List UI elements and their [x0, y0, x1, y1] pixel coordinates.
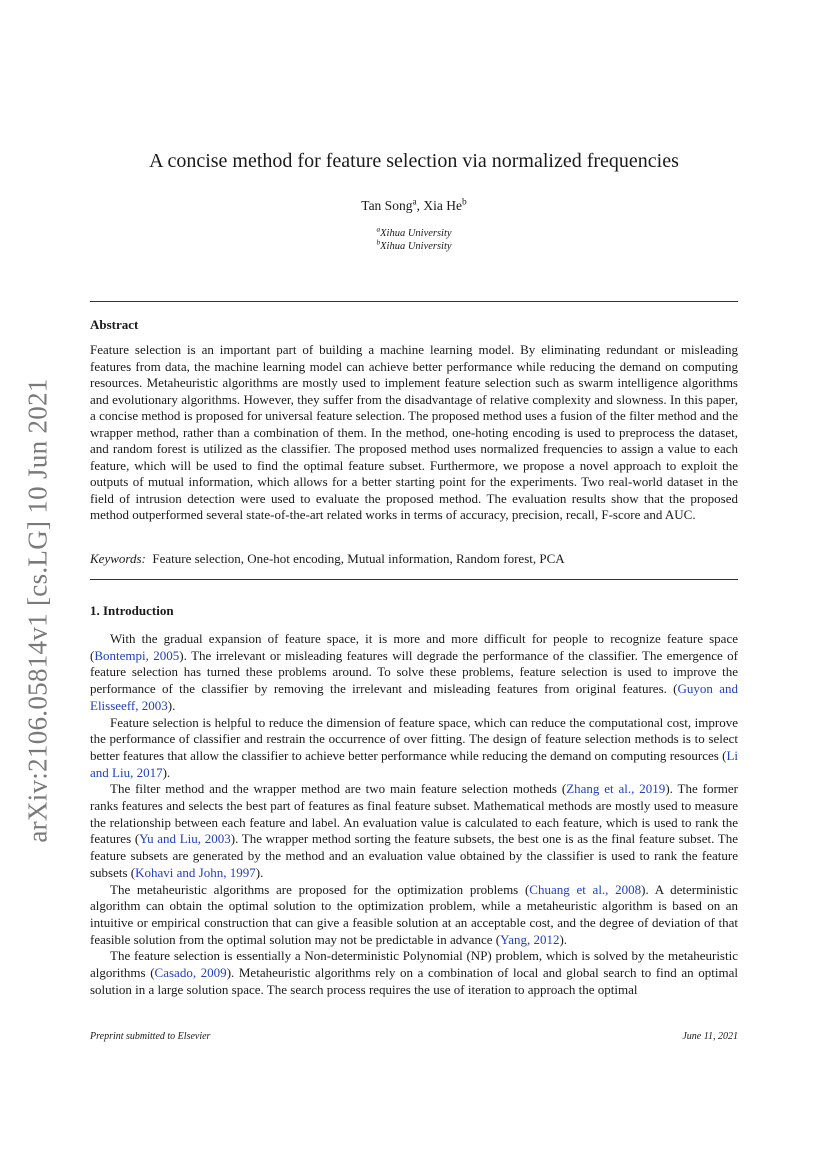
- arxiv-identifier-sidebar: [8, 360, 68, 860]
- author-line: [90, 198, 738, 214]
- author-affil-marker: b: [462, 197, 467, 208]
- paragraph-text: ). The former ranks features and selects the best part of features as final feature subset. Mathematical methods are mostly used to measure the relationship between each feature and label. An evaluation value is calculated to each feature, which is used to rank the features (: [90, 781, 738, 847]
- keywords-text: Feature selection, One-hot encoding, Mutual information, Random forest, PCA: [152, 551, 565, 566]
- paragraph-text: ).: [559, 931, 568, 947]
- affiliation-item: [90, 237, 738, 253]
- introduction-body: [90, 631, 738, 998]
- paragraph: [90, 882, 738, 949]
- citation-link[interactable]: Chuang et al., 2008: [529, 881, 642, 897]
- paper-title: A concise method for feature selection via normalized frequencies: [149, 150, 679, 172]
- abstract-text: Feature selection is an important part of building a machine learning model. By eliminating redundant or misleading features from data, the machine learning model can achieve better performance while reducing the demand on computing resources. Metaheuristic algorithms are mostly used to implement feature selection such as swarm intelligence algorithms and evolutionary algorithms. However, they suffer from the disadvantage of relative complexity and slowness. In this paper, a concise method is proposed for universal feature selection. The proposed method uses a fusion of the filter method and the wrapper method, rather than a combination of them. In the method, one-hoting encoding is used to preprocess the dataset, and random forest is utilized as the classifier. The proposed method uses normalized frequencies to assign a value to each feature, which will be used to find the optimal feature subset. Furthermore, we propose a novel approach to exploit the outputs of mutual information, which allows for a better starting point for the experiments. Two real-world dataset in the field of intrusion detection were used to evaluate the proposed method. The evaluation results show that the proposed method outperformed several state-of-the-art related works in terms of accuracy, precision, recall, F-score and AUC.: [90, 342, 738, 522]
- paragraph: [90, 781, 738, 881]
- footer-date: June 11, 2021: [682, 1031, 738, 1042]
- author-name: Tan Song: [361, 198, 413, 213]
- paragraph-text: ). The irrelevant or misleading features will degrade the performance of the classifier. The emergence of feature selection has turned these problems around. To solve these problems, feature selection is used to improve the performance of the classifier by removing the irrelevant and misleading features from original features. (: [90, 647, 738, 697]
- arxiv-identifier: arXiv:2106.05814v1 [cs.LG] 10 Jun 2021: [22, 377, 53, 843]
- paragraph: [90, 948, 738, 998]
- paragraph-text: ). Metaheuristic algorithms rely on a combination of local and global search to find an optimal solution in a large solution space. The search process requires the use of iteration to approach the optimal: [90, 965, 738, 997]
- paragraph-text: With the gradual expansion of feature space, it is more and more difficult for people to recognize feature space (: [90, 631, 738, 663]
- affiliations: [90, 224, 738, 253]
- affiliation-name: Xihua University: [380, 241, 452, 252]
- paragraph-text: ).: [162, 764, 171, 780]
- paragraph-text: ).: [255, 864, 264, 880]
- author-name: Xia He: [423, 198, 463, 213]
- citation-link[interactable]: Kohavi and John, 1997: [135, 864, 256, 880]
- footer-preprint-note: Preprint submitted to Elsevier: [90, 1031, 211, 1042]
- section-heading-introduction: 1. Introduction: [90, 603, 174, 618]
- paragraph: [90, 631, 738, 715]
- paragraph-text: The feature selection is essentially a Non-deterministic Polynomial (NP) problem, which is solved by the metaheuristic algorithms (: [90, 948, 738, 981]
- paragraph-text: Feature selection is helpful to reduce the dimension of feature space, which can reduce the computational cost, improve the performance of classifier and restrain the occurrence of over fitting. The design of feature selection methods is to select better features that allow the classifier to achieve better performance while reducing the demand on computing resources (: [90, 714, 738, 763]
- affiliation-marker: b: [376, 237, 381, 247]
- keywords-label: Keywords:: [90, 551, 146, 566]
- paragraph-text: ). The wrapper method sorting the feature subsets, the best one is as the final feature subset. The feature subsets are generated by the method and an evaluation value obtained by the classifier is used to rank the feature subsets (: [90, 831, 738, 880]
- citation-link[interactable]: Yu and Liu, 2003: [139, 831, 231, 847]
- citation-link[interactable]: Guyon and Elisseeff, 2003: [90, 681, 738, 713]
- paragraph: [90, 715, 738, 782]
- paragraph-text: The filter method and the wrapper method are two main feature selection motheds (: [110, 781, 567, 797]
- paragraph-text: The metaheuristic algorithms are proposed for the optimization problems (: [110, 881, 530, 897]
- keywords-line: [90, 551, 738, 567]
- paragraph-text: ). A deterministic algorithm can obtain the optimal solution to the optimization problem, while a metaheuristic algorithm is based on an intuitive or empirical construction that can give a feasible solution at an acceptable cost, and the degree of deviation of that feasible solution from the optimal solution may not be predictable in advance (: [90, 881, 738, 947]
- citation-link[interactable]: Zhang et al., 2019: [566, 781, 666, 797]
- affiliation-marker: a: [376, 224, 381, 234]
- author-affil-marker: a: [412, 197, 417, 208]
- paragraph-text: ).: [167, 697, 176, 713]
- affiliation-item: [90, 224, 738, 240]
- author-separator: ,: [416, 198, 424, 213]
- citation-link[interactable]: Bontempi, 2005: [94, 647, 180, 663]
- top-divider: [90, 301, 738, 302]
- abstract-heading: Abstract: [90, 317, 139, 332]
- affiliation-name: Xihua University: [380, 228, 452, 239]
- citation-link[interactable]: Li and Liu, 2017: [90, 747, 738, 780]
- citation-link[interactable]: Casado, 2009: [154, 965, 227, 981]
- bottom-divider: [90, 579, 738, 580]
- citation-link[interactable]: Yang, 2012: [500, 931, 560, 947]
